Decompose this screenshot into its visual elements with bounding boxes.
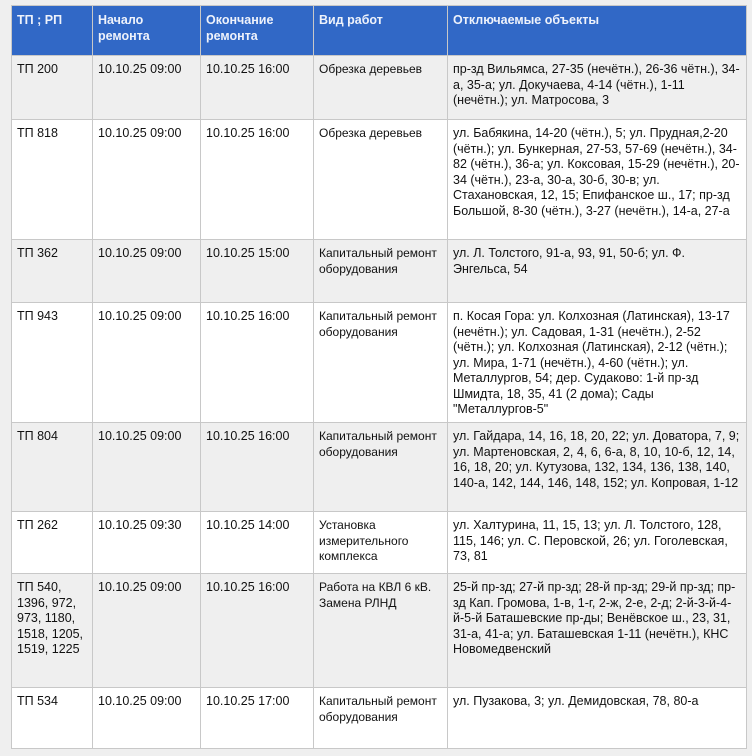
cell-work-type: Обрезка деревьев [314,56,448,120]
cell-work-type: Капитальный ремонт оборудования [314,688,448,749]
cell-objects: 25-й пр-зд; 27-й пр-зд; 28-й пр-зд; 29-й пр-зд; пр-зд Кап. Громова, 1-в, 1-г, 2-ж, 2-е, 2-д; 2-й-3-й-4-й-5-й Баташевские пр-ды; Венёвское ш., 23, 31, 31-а, 41-а; ул. Баташевская 1-11 (нечётн.), КНС Новомедвенский [448,574,747,688]
cell-start: 10.10.25 09:00 [93,120,201,240]
table-row [12,574,747,688]
cell-objects: ул. Пузакова, 3; ул. Демидовская, 78, 80-а [448,688,747,749]
table-header-row [12,6,747,56]
cell-end: 10.10.25 16:00 [201,574,314,688]
table-row [12,120,747,240]
cell-tp: ТП 534 [12,688,93,749]
cell-objects: п. Косая Гора: ул. Колхозная (Латинская), 13-17 (нечётн.); ул. Садовая, 1-31 (нечётн.), 2-52 (чётн.); ул. Колхозная (Латинская), 2-12 (чётн.); ул. Мира, 1-71 (нечётн.), 4-60 (чётн.); ул. Металлургов, 54; дер. Судаково: 1-й пр-зд Шмидта, 18, 35, 41 (2 дома); Сады "Металлургов-5" [448,303,747,423]
cell-tp: ТП 943 [12,303,93,423]
cell-end: 10.10.25 16:00 [201,120,314,240]
outage-schedule-table [11,5,747,749]
cell-end: 10.10.25 16:00 [201,423,314,512]
cell-work-type: Капитальный ремонт оборудования [314,240,448,303]
cell-work-type: Установка измерительного комплекса [314,512,448,574]
cell-objects: пр-зд Вильямса, 27-35 (нечётн.), 26-36 чётн.), 34-а, 35-а; ул. Докучаева, 4-14 (чётн.), 1-11 (нечётн.); ул. Матросова, 3 [448,56,747,120]
cell-end: 10.10.25 16:00 [201,56,314,120]
cell-objects: ул. Гайдара, 14, 16, 18, 20, 22; ул. Доватора, 7, 9; ул. Мартеновская, 2, 4, 6, 6-а, 8, 10, 10-б, 12, 14, 16, 18, 20; ул. Кутузова, 132, 134, 136, 138, 140, 140-а, 142, 144, 146, 148, 152; ул. Копровая, 1-12 [448,423,747,512]
cell-end: 10.10.25 17:00 [201,688,314,749]
cell-end: 10.10.25 15:00 [201,240,314,303]
header-end: Окончание ремонта [201,6,314,56]
cell-tp: ТП 200 [12,56,93,120]
cell-tp: ТП 362 [12,240,93,303]
header-tp: ТП ; РП [12,6,93,56]
header-objects: Отключаемые объекты [448,6,747,56]
table-row [12,303,747,423]
table-row [12,512,747,574]
cell-work-type: Работа на КВЛ 6 кВ. Замена РЛНД [314,574,448,688]
cell-end: 10.10.25 14:00 [201,512,314,574]
cell-end: 10.10.25 16:00 [201,303,314,423]
cell-start: 10.10.25 09:30 [93,512,201,574]
cell-start: 10.10.25 09:00 [93,574,201,688]
header-work-type: Вид работ [314,6,448,56]
cell-start: 10.10.25 09:00 [93,240,201,303]
cell-work-type: Капитальный ремонт оборудования [314,423,448,512]
table-row [12,240,747,303]
cell-start: 10.10.25 09:00 [93,688,201,749]
table-row [12,423,747,512]
cell-tp: ТП 540, 1396, 972, 973, 1180, 1518, 1205, 1519, 1225 [12,574,93,688]
cell-work-type: Капитальный ремонт оборудования [314,303,448,423]
cell-tp: ТП 818 [12,120,93,240]
table-row [12,56,747,120]
cell-objects: ул. Л. Толстого, 91-а, 93, 91, 50-б; ул. Ф. Энгельса, 54 [448,240,747,303]
cell-objects: ул. Бабякина, 14-20 (чётн.), 5; ул. Прудная,2-20 (чётн.); ул. Бункерная, 27-53, 57-69 (нечётн.), 34-82 (чётн.), 36-а; ул. Коксовая, 15-29 (нечётн.), 20-34 (чётн.), 23-а, 30-а, 30-б, 30-в; ул. Стахановская, 12, 15; Епифанское ш., 17; пр-зд Большой, 8-30 (чётн.), 3-27 (нечётн.), 14-а, 27-а [448,120,747,240]
header-start: Начало ремонта [93,6,201,56]
cell-start: 10.10.25 09:00 [93,303,201,423]
cell-objects: ул. Халтурина, 11, 15, 13; ул. Л. Толстого, 128, 115, 146; ул. С. Перовской, 26; ул. Гоголевская, 73, 81 [448,512,747,574]
cell-tp: ТП 262 [12,512,93,574]
cell-start: 10.10.25 09:00 [93,423,201,512]
cell-start: 10.10.25 09:00 [93,56,201,120]
cell-tp: ТП 804 [12,423,93,512]
cell-work-type: Обрезка деревьев [314,120,448,240]
table-row [12,688,747,749]
